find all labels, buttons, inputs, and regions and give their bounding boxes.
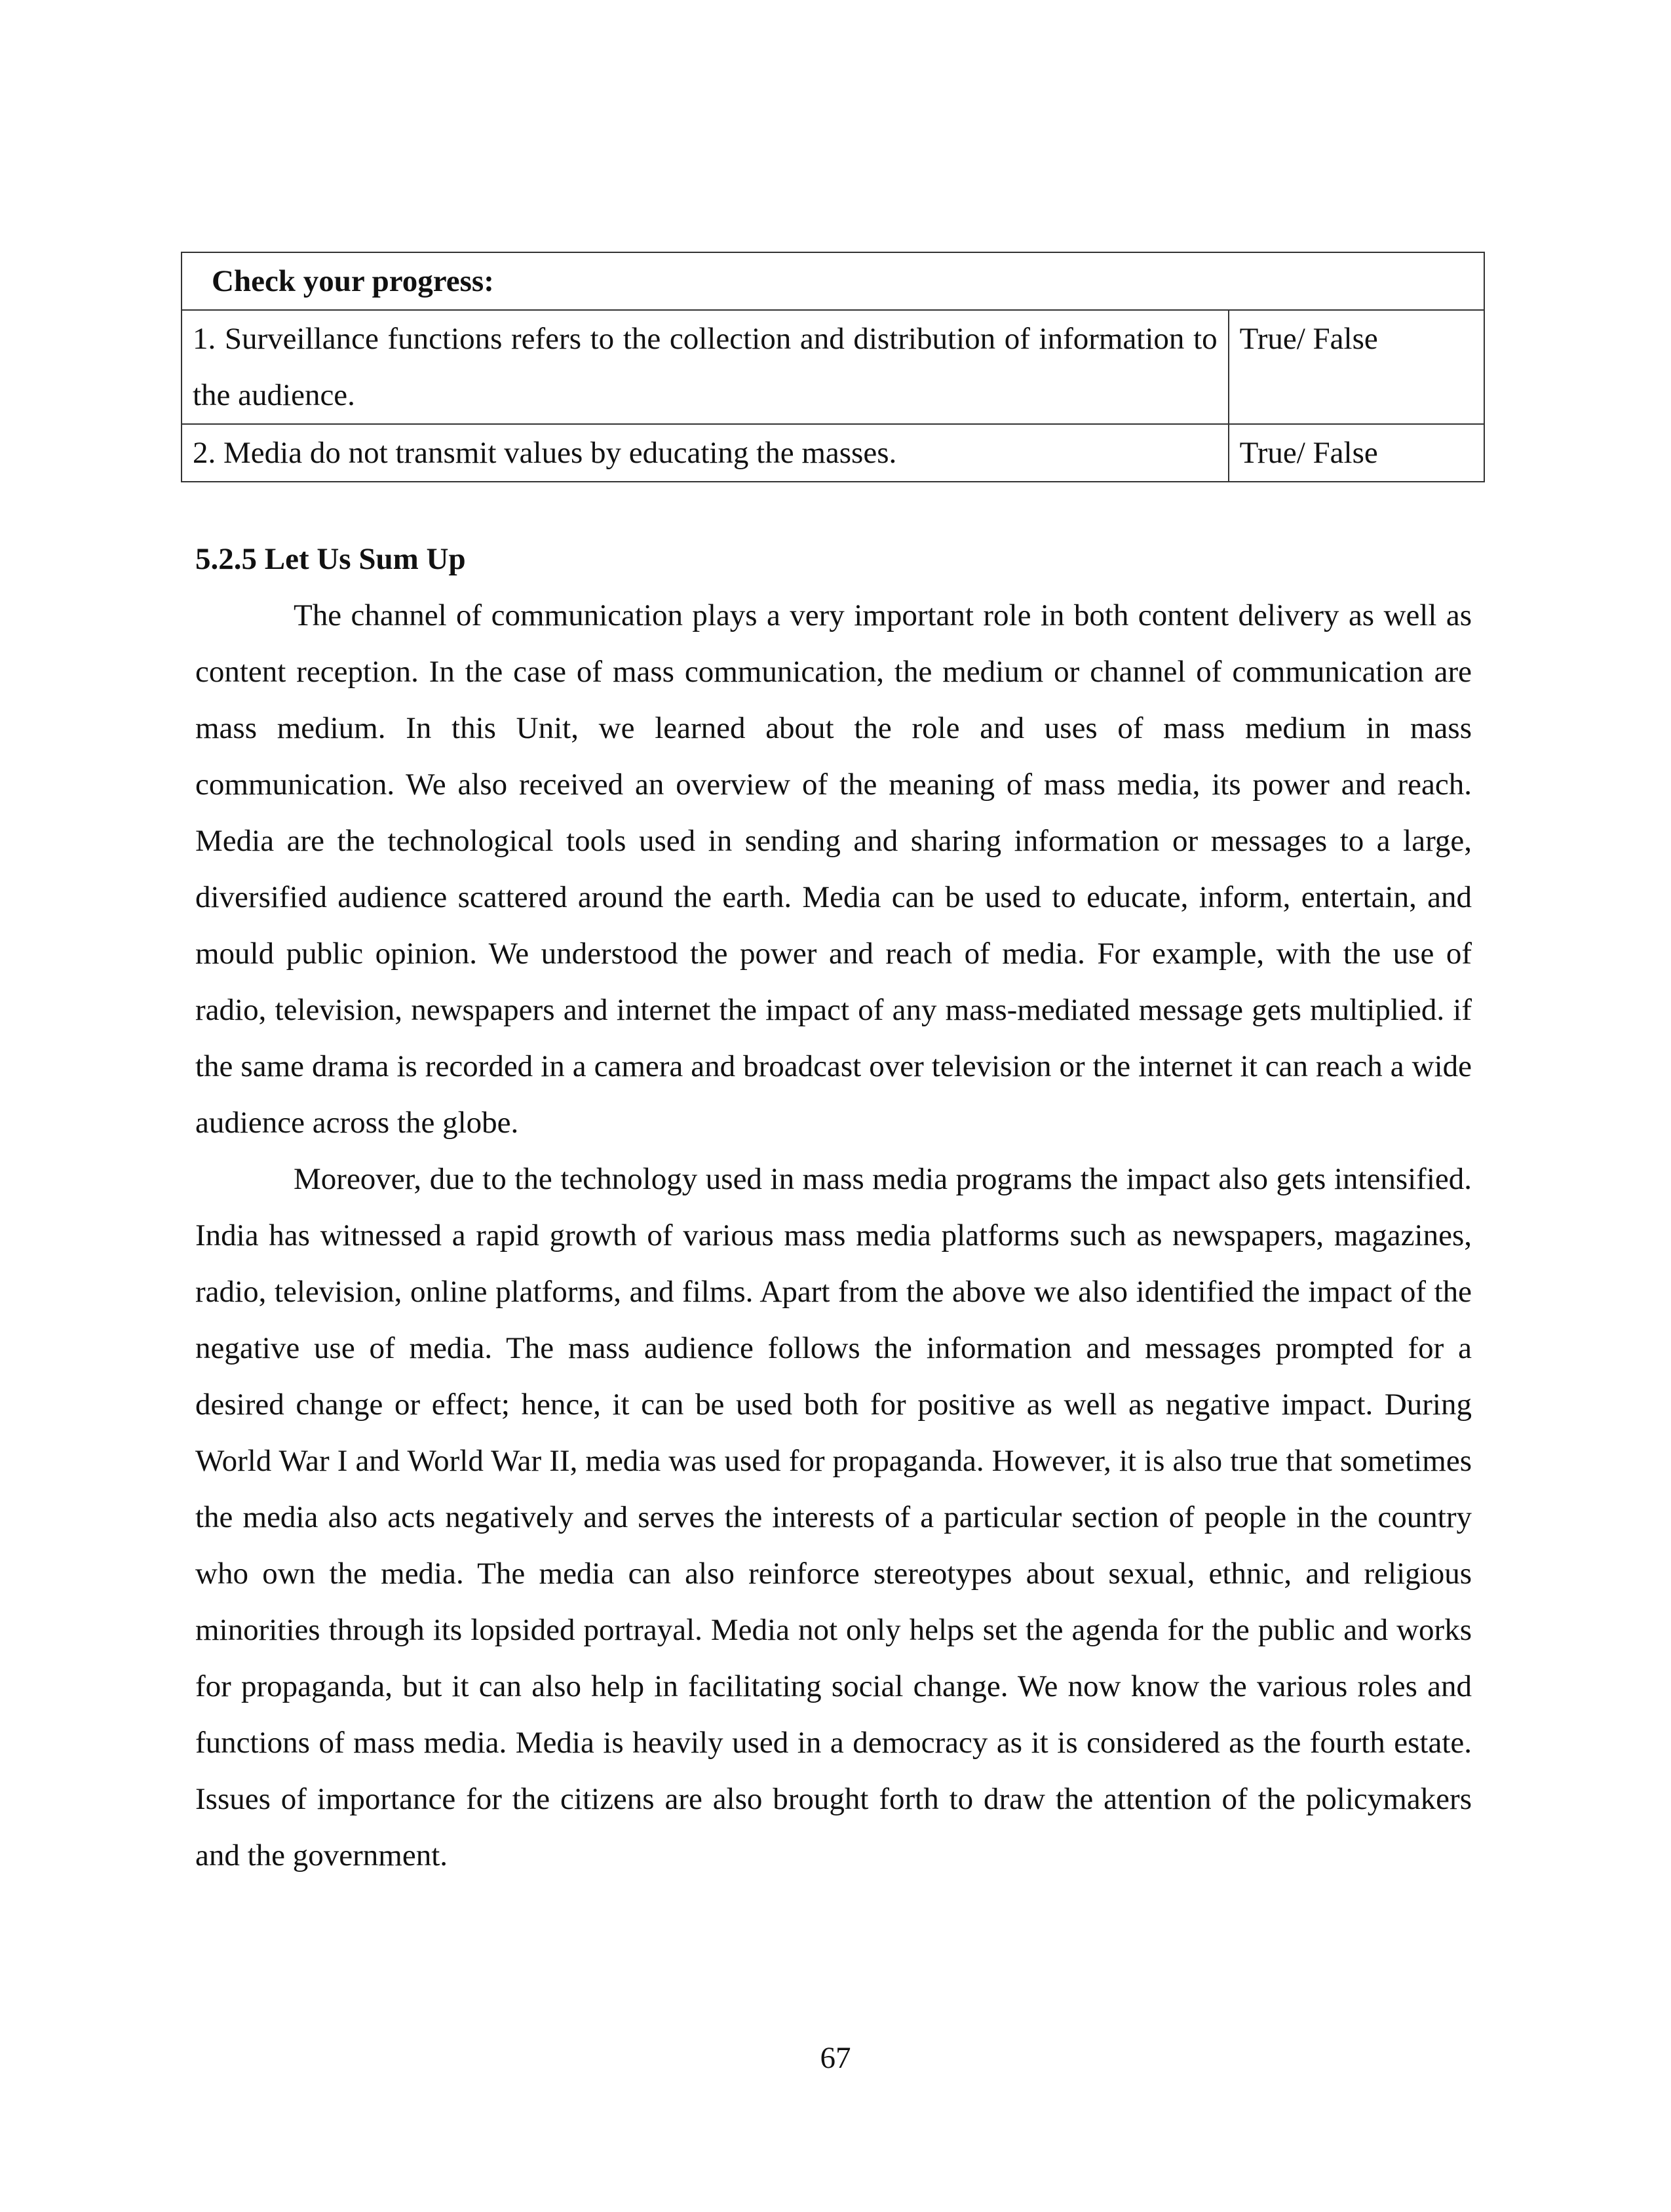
answer-options: True/ False [1229, 310, 1484, 424]
body-paragraph: Moreover, due to the technology used in mass media programs the impact also gets intensified. India has witnessed a rapid growth of various mass media platforms such as newspapers, magazines, radio, television, online platforms, and films. Apart from the above we also identified the impact of the negative use of media. The mass audience follows the information and messages prompted for a desired change or effect; hence, it can be used both for positive as well as negative impact. During World War I and World War II, media was used for propaganda. However, it is also true that sometimes the media also acts negatively and serves the interests of a particular section of people in the country who own the media. The media can also reinforce stereotypes about sexual, ethnic, and religious minorities through its lopsided portrayal. Media not only helps set the agenda for the public and works for propaganda, but it can also help in facilitating social change. We now know the various roles and functions of mass media. Media is heavily used in a democracy as it is considered as the fourth estate. Issues of importance for the citizens are also brought forth to draw the attention of the policymakers and the government. [195, 1162, 1472, 1872]
question-text: 1. Surveillance functions refers to the collection and distribution of information to the audience. [182, 310, 1229, 424]
question-text: 2. Media do not transmit values by educating the masses. [182, 424, 1229, 482]
body-paragraph: The channel of communication plays a very important role in both content delivery as well as content reception. In the case of mass communication, the medium or channel of communication are mass medium. In this Unit, we learned about the role and uses of mass medium in mass communication. We also received an overview of the meaning of mass media, its power and reach. Media are the technological tools used in sending and sharing information or messages to a large, diversified audience scattered around the earth. Media can be used to educate, inform, entertain, and mould public opinion. We understood the power and reach of media. For example, with the use of radio, television, newspapers and internet the impact of any mass-mediated message gets multiplied. if the same drama is recorded in a camera and broadcast over television or the internet it can reach a wide audience across the globe. [195, 598, 1472, 1140]
check-progress-table [181, 252, 1485, 482]
page-number: 67 [820, 2041, 851, 2075]
section-heading: 5.2.5 Let Us Sum Up [195, 542, 466, 576]
answer-options: True/ False [1229, 424, 1484, 482]
question-row [182, 424, 1484, 482]
table-header-row [182, 252, 1484, 310]
check-progress-title: Check your progress: [182, 252, 1484, 310]
question-row [182, 310, 1484, 424]
